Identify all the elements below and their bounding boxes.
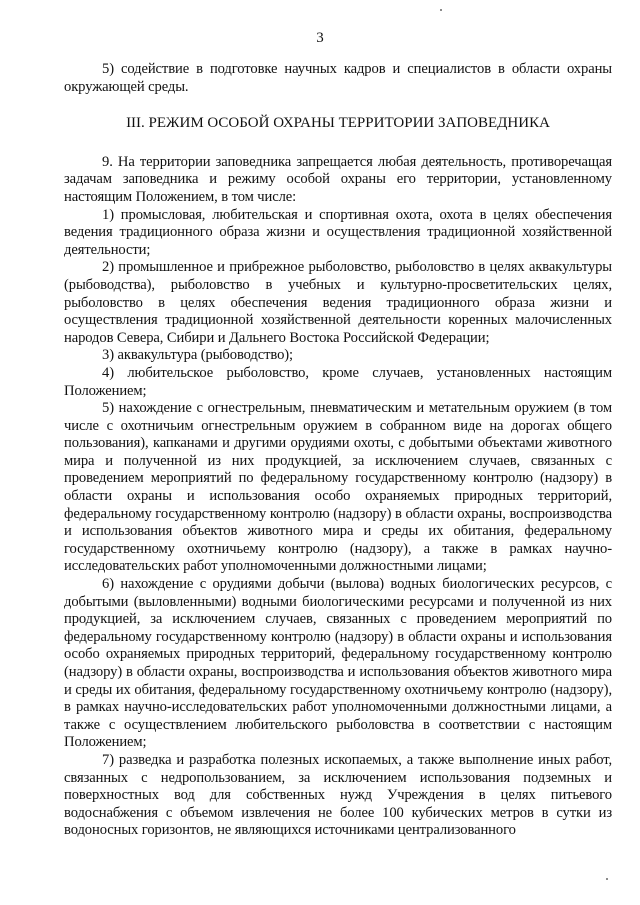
paragraph-item-1: 1) промысловая, любительская и спортивная охота, охота в целях обеспечения ведения традиционного образа жизни и осуществления традиционной хозяйственной деятельности; [64, 206, 612, 258]
paragraph-item-3: 3) аквакультура (рыбоводство); [102, 347, 294, 364]
paragraph-clause-9: 9. На территории заповедника запрещается любая деятельность, противоречащая задачам заповедника и режиму особой охраны его территории, установленному настоящим Положением, в том числе: [64, 153, 612, 205]
paragraph-item-5: 5) содействие в подготовке научных кадров и специалистов в области охраны окружающей среды. [64, 61, 612, 95]
paragraph-item-4: 4) любительское рыболовство, кроме случаев, установленных настоящим Положением; [64, 364, 612, 399]
paragraph-item-6: 6) нахождение с орудиями добычи (вылова) водных биологических ресурсов, с добытыми (выловленными) водными биологическими ресурсами и полученной из них продукцией, за исключением случаев, связанных с проведением мероприятий по федеральному государственному контролю (надзору) в области охраны и использования особо охраняемых природных территорий, федеральному государственному контролю (надзору) в области охраны, воспроизводства и использования объектов животного мира и среды их обитания, федеральному государственному охотничьему контролю (надзору), в рамках научно-исследовательских работ уполномоченными должностными лицами, а также с осуществлением любительского рыболовства в соответствии с настоящим Положением; [64, 576, 612, 751]
document-body [64, 61, 612, 840]
paragraph-item-5-weapons: 5) нахождение с огнестрельным, пневматическим и метательным оружием (в том числе с охотничьим огнестрельным оружием в собранном виде на дорогах общего пользования), капканами и другими орудиями охоты, с добытыми объектами животного мира и полученной из них продукцией, за исключением случаев, связанных с проведением мероприятий по федеральному государственному контролю (надзору) в области охраны и использования особо охраняемых природных территорий, федеральному государственному контролю (надзору) в области охраны, воспроизводства и использования объектов животного мира и среды их обитания, федеральному государственному охотничьему контролю (надзору), а также в рамках научно-исследовательских работ уполномоченными должностными лицами; [64, 400, 612, 575]
scan-speck [606, 878, 608, 880]
page-number: 3 [316, 30, 324, 46]
section-heading: III. РЕЖИМ ОСОБОЙ ОХРАНЫ ТЕРРИТОРИИ ЗАПОВЕДНИКА [126, 115, 550, 132]
paragraph-item-7: 7) разведка и разработка полезных ископаемых, а также выполнение иных работ, связанных с недропользованием, за исключением использования подземных и поверхностных вод для собственных нужд Учреждения в целях питьевого водоснабжения с объемом извлечения не более 100 кубических метров в сутки из водоносных горизонтов, не являющихся источниками централизованного [64, 751, 612, 839]
paragraph-item-2: 2) промышленное и прибрежное рыболовство, рыболовство в целях аквакультуры (рыбоводства), рыболовство в учебных и культурно-просветительских целях, рыболовство в целях обеспечения ведения традиционного образа жизни и осуществления традиционной хозяйственной деятельности коренных малочисленных народов Севера, Сибири и Дальнего Востока Российской Федерации; [64, 259, 612, 346]
scan-speck [440, 9, 442, 11]
